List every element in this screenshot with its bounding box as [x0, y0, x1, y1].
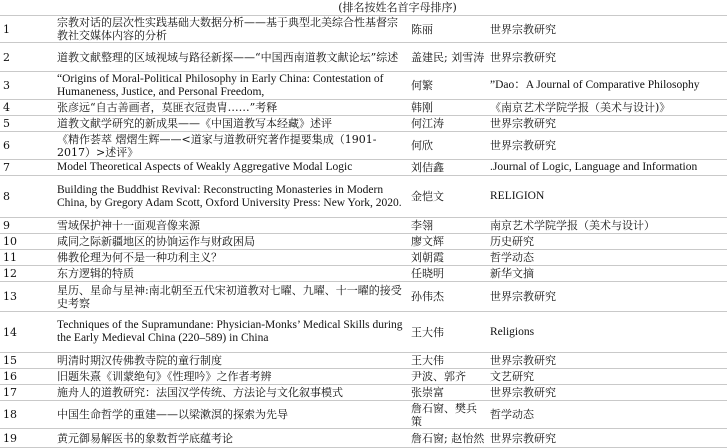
author: 李翎 [411, 219, 433, 232]
paper-title: 道教文献整理的区域视域与路径新探——“中国西南道教文献论坛”综述 [57, 50, 399, 64]
paper-title: Techniques of the Supramundane: Physician-Monks’ Medical Skills during the Early Medieval China (220–589) in China [57, 319, 403, 344]
row-number: 6 [3, 139, 10, 152]
row-number: 13 [3, 290, 17, 303]
row-number: 5 [3, 117, 10, 130]
author: 刘佶鑫 [411, 161, 444, 174]
table-row [0, 71, 727, 99]
table-row [0, 42, 727, 71]
author: 盖建民; 刘雪涛 [411, 50, 485, 64]
table-row [0, 15, 727, 42]
table-row [0, 311, 727, 352]
journal: 新华文摘 [490, 267, 534, 280]
paper-title: Model Theoretical Aspects of Weakly Aggregative Modal Logic [57, 161, 353, 173]
paper-title: 黄元御易解医书的象数哲学底蕴考论 [57, 431, 233, 445]
journal: RELIGION [490, 190, 545, 202]
journal: 世界宗教研究 [490, 22, 556, 36]
paper-title: 宗教对话的层次性实践基础大数据分析——基于典型北美综合性基督宗教社交媒体内容的分析 [57, 16, 398, 42]
publication-table [0, 15, 727, 448]
table-row [0, 115, 727, 131]
author: 金恺文 [411, 190, 444, 203]
row-number: 12 [3, 267, 17, 280]
journal: 文艺研究 [490, 370, 534, 383]
paper-title: 中国生命哲学的重建——以梁漱溟的探索为先导 [57, 408, 288, 421]
journal: 世界宗教研究 [490, 139, 556, 152]
row-number: 15 [3, 354, 17, 367]
author: 孙伟杰 [411, 290, 444, 303]
author: 韩刚 [411, 101, 433, 114]
row-number: 14 [3, 325, 17, 339]
row-number: 3 [3, 79, 10, 92]
paper-title: “Origins of Moral-Political Philosophy in Early China: Contestation of Humaneness, Justice, and Personal Freedom, [57, 72, 384, 98]
table-row [0, 249, 727, 265]
journal: .Journal of Logic, Language and Information [490, 161, 698, 173]
table-row [0, 400, 727, 428]
row-number: 18 [3, 408, 17, 421]
row-number: 16 [3, 370, 17, 383]
journal: 哲学动态 [490, 251, 534, 264]
table-row [0, 265, 727, 281]
row-number: 8 [3, 190, 10, 203]
journal: ”Dao：A Journal of Comparative Philosophy [490, 79, 700, 91]
paper-title: 张彦远“自古善画者，莫匪衣冠贵胄……”考释 [57, 101, 278, 114]
author: 王大伟 [411, 354, 444, 367]
paper-title: 星历、星命与星神:南北朝至五代宋初道教对七曜、九曜、十一曜的接受史考察 [57, 283, 402, 310]
paper-title: 佛教伦理为何不是一种功利主义？ [57, 251, 222, 264]
paper-title: 《精作荟萃 熠熠生辉——<道家与道教研究著作提要集成（1901-2017）>述评》 [57, 132, 377, 159]
journal: 世界宗教研究 [490, 50, 556, 64]
table-row [0, 428, 727, 448]
table-row [0, 384, 727, 400]
paper-title: 雪域保护神十一面观音像来源 [57, 219, 200, 232]
paper-title: 道教文献学研究的新成果——《中国道教写本经藏》述评 [57, 117, 332, 130]
author: 王大伟 [411, 325, 444, 339]
author: 廖文辉 [411, 235, 444, 248]
table-row [0, 99, 727, 115]
table-row [0, 233, 727, 249]
author: 何繁 [411, 79, 433, 92]
journal: 世界宗教研究 [490, 117, 556, 130]
journal: 世界宗教研究 [490, 431, 556, 445]
author: 张崇富 [411, 386, 444, 399]
row-number: 2 [3, 50, 10, 64]
row-number: 9 [3, 219, 10, 232]
row-number: 19 [3, 431, 17, 445]
sort-note: (排名按姓名首字母排序) [338, 1, 457, 14]
journal: Religions [490, 325, 535, 338]
table-row [0, 131, 727, 159]
row-number: 4 [3, 101, 10, 114]
row-number: 7 [3, 161, 10, 174]
table-row [0, 159, 727, 175]
author: 任晓明 [411, 267, 444, 280]
table-row [0, 281, 727, 311]
journal: 哲学动态 [490, 408, 534, 421]
author: 刘朝霞 [411, 251, 444, 264]
journal: 《南京艺术学院学报（美术与设计)》 [490, 101, 671, 114]
author: 何欣 [411, 139, 433, 152]
journal: 历史研究 [490, 235, 534, 248]
table-row [0, 352, 727, 368]
paper-title: 东方逻辑的特质 [57, 267, 134, 280]
author: 詹石窗、樊兵策 [411, 401, 477, 428]
author: 詹石窗; 赵怡然 [411, 431, 485, 445]
author: 陈丽 [411, 22, 433, 36]
journal: 世界宗教研究 [490, 386, 556, 399]
table-row [0, 175, 727, 217]
journal: 世界宗教研究 [490, 290, 556, 303]
paper-title: 旧题朱熹《训蒙绝句》《性理吟》之作者考辨 [57, 370, 272, 383]
journal: 南京艺术学院学报（美术与设计） [490, 219, 655, 232]
paper-title: 明清时期汉传佛教寺院的童行制度 [57, 354, 222, 367]
paper-title: 咸同之际新疆地区的协饷运作与财政困局 [57, 235, 255, 248]
author: 何江涛 [411, 117, 444, 130]
table-row [0, 368, 727, 384]
author: 尹波、郭齐 [411, 370, 466, 383]
paper-title: 施舟人的道教研究：法国汉学传统、方法论与文化叙事模式 [57, 386, 343, 399]
row-number: 17 [3, 386, 17, 399]
table-row [0, 217, 727, 233]
journal: 世界宗教研究 [490, 354, 556, 367]
paper-title: Building the Buddhist Revival: Reconstructing Monasteries in Modern China, by Gregory Adam Scott, Oxford University Press: New York, 2020. [57, 183, 402, 209]
row-number: 10 [3, 235, 17, 248]
row-number: 11 [3, 251, 17, 264]
row-number: 1 [3, 22, 10, 36]
